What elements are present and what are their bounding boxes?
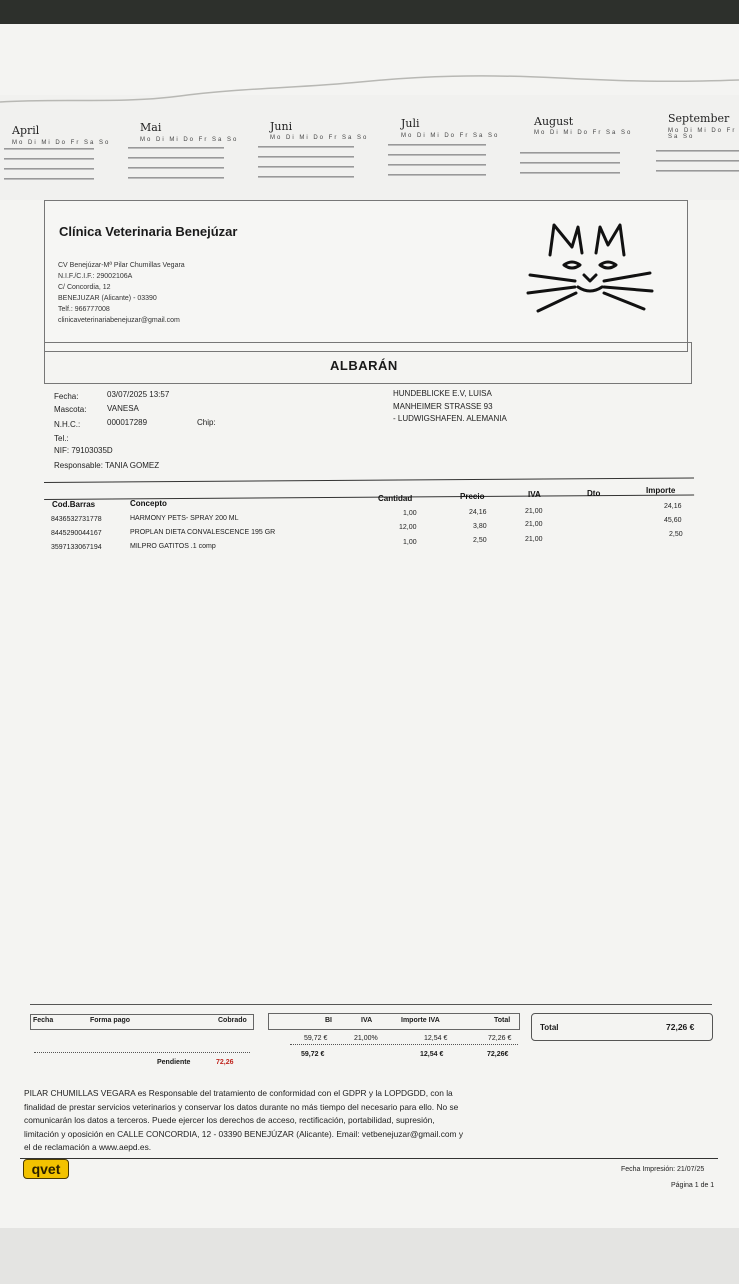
payments-col-forma-pago: Forma pago [90,1017,131,1024]
row-qty: 1,00 [403,539,417,546]
cat-logo-icon [520,215,660,325]
calendar-weekdays: Mo Di Mi Do Fr Sa So [534,130,633,136]
clinic-nif: N.I.F./C.I.F.: 29002106A [58,273,133,280]
calendar-weekdays: Mo Di Mi Do Fr Sa So [668,128,737,140]
clinic-street: C/ Concordia, 12 [58,284,111,291]
torn-edge [0,68,739,108]
fecha-value: 03/07/2025 13:57 [107,390,170,399]
chip-label: Chip: [197,418,216,427]
col-concepto: Concepto [130,499,167,508]
grand-total-value: 72,26 € [666,1022,695,1032]
calendar-day-grid [0,144,739,196]
tax-row-iva: 21,00% [354,1035,378,1042]
gdpr-legal-text: PILAR CHUMILLAS VEGARA es Responsable del tratamiento de conformidad con el GDPR y la LOPDGDD, con la finalidad de prestar servicios veterinarios y conservar los datos durante no más tiempo del necesario para ello. No se comunicarán los datos a terceros. Puede ejercer los derechos de acceso, rectificación, portabilidad, supresión, limitación y oposición en CALLE CONCORDIA, 12 - 03390 BENEJÚZAR (Alicante). Email: vetbenejuzar@gmail.com y el de reclamación a www.aepd.es. [24,1088,464,1152]
row-amount: 2,50 [669,531,683,538]
row-price: 24,16 [469,509,487,516]
fecha-impresion: Fecha Impresión: 21/07/25 [621,1166,705,1173]
col-dto: Dto [587,489,601,498]
mascota-value: VANESA [107,404,139,413]
pagina-info: Página 1 de 1 [671,1182,715,1189]
background-bottom [0,1228,739,1284]
nif-value: NIF: 79103035D [54,446,113,455]
row-concept: HARMONY PETS- SPRAY 200 ML [130,515,239,522]
row-amount: 24,16 [664,503,682,510]
pendiente-label: Pendiente [157,1059,191,1066]
qvet-logo: qvet [23,1159,69,1179]
clinic-owner: CV Benejúzar-Mª Pilar Chumillas Vegara [58,262,185,269]
payments-col-cobrado: Cobrado [218,1017,247,1024]
row-iva: 21,00 [525,508,543,515]
payments-dotted-line [34,1052,250,1053]
calendar-month-august: August [534,115,574,128]
pendiente-value: 72,26 [216,1059,234,1066]
tax-dotted-line [290,1044,518,1045]
calendar-weekdays: Mo Di Mi Do Fr Sa So [140,137,239,143]
tax-total-bi: 59,72 € [301,1051,325,1058]
footer-divider [30,1004,712,1005]
row-qty: 1,00 [403,510,417,517]
row-concept: PROPLAN DIETA CONVALESCENCE 195 GR [130,529,276,536]
col-precio: Precio [460,492,485,501]
calendar-month-april: April [12,124,40,137]
calendar-weekdays: Mo Di Mi Do Fr Sa So [270,135,369,141]
col-iva: IVA [528,490,541,499]
client-name: HUNDEBLICKE E.V, LUISA [393,389,492,398]
row-iva: 21,00 [525,521,543,528]
client-city: - LUDWIGSHAFEN. ALEMANIA [393,414,507,423]
calendar-month-mai: Mai [140,121,162,134]
row-iva: 21,00 [525,536,543,543]
clinic-email: clinicaveterinariabenejuzar@gmail.com [58,317,180,324]
nhc-label: N.H.C.: [54,420,81,429]
nhc-value: 000017289 [107,418,148,427]
row-code: 3597133067194 [51,544,102,551]
bottom-rule [20,1158,718,1159]
row-amount: 45,60 [664,517,682,524]
tax-row-total: 72,26 € [488,1035,512,1042]
responsable: Responsable: TANIA GOMEZ [54,461,160,470]
client-address: MANHEIMER STRASSE 93 [393,402,493,411]
tax-col-bi: BI [325,1017,332,1024]
clinic-name: Clínica Veterinaria Benejúzar [59,224,238,239]
col-importe: Importe [646,486,676,495]
tax-col-importe-iva: Importe IVA [401,1017,440,1024]
tax-total-importe-iva: 12,54 € [420,1051,444,1058]
clinic-city: BENEJUZAR (Alicante) - 03390 [58,295,157,302]
row-concept: MILPRO GATITOS .1 comp [130,543,216,550]
tel-label: Tel.: [54,434,69,443]
calendar-month-september: September [668,112,730,125]
calendar-weekdays: Mo Di Mi Do Fr Sa So [401,133,500,139]
grand-total-label: Total [540,1023,559,1032]
row-code: 8436532731778 [51,516,102,523]
col-cantidad: Cantidad [378,494,413,503]
calendar-month-juni: Juni [270,120,293,133]
row-price: 2,50 [473,537,487,544]
document-title: ALBARÁN [330,358,398,373]
row-code: 8445290044167 [51,530,102,537]
tax-header-box [268,1013,520,1030]
fecha-label: Fecha: [54,392,79,401]
mascota-label: Mascota: [54,405,87,414]
tax-row-importe-iva: 12,54 € [424,1035,448,1042]
calendar-month-juli: Juli [401,117,420,130]
tax-total-total: 72,26€ [487,1051,509,1058]
col-cod-barras: Cod.Barras [52,500,96,509]
row-price: 3,80 [473,523,487,530]
payments-col-fecha: Fecha [33,1017,54,1024]
tax-col-iva: IVA [361,1017,373,1024]
calendar-weekdays: Mo Di Mi Do Fr Sa So [12,140,111,146]
tax-row-bi: 59,72 € [304,1035,328,1042]
row-qty: 12,00 [399,524,417,531]
clinic-phone: Telf.: 966777008 [58,306,110,313]
tax-col-total: Total [494,1017,511,1024]
